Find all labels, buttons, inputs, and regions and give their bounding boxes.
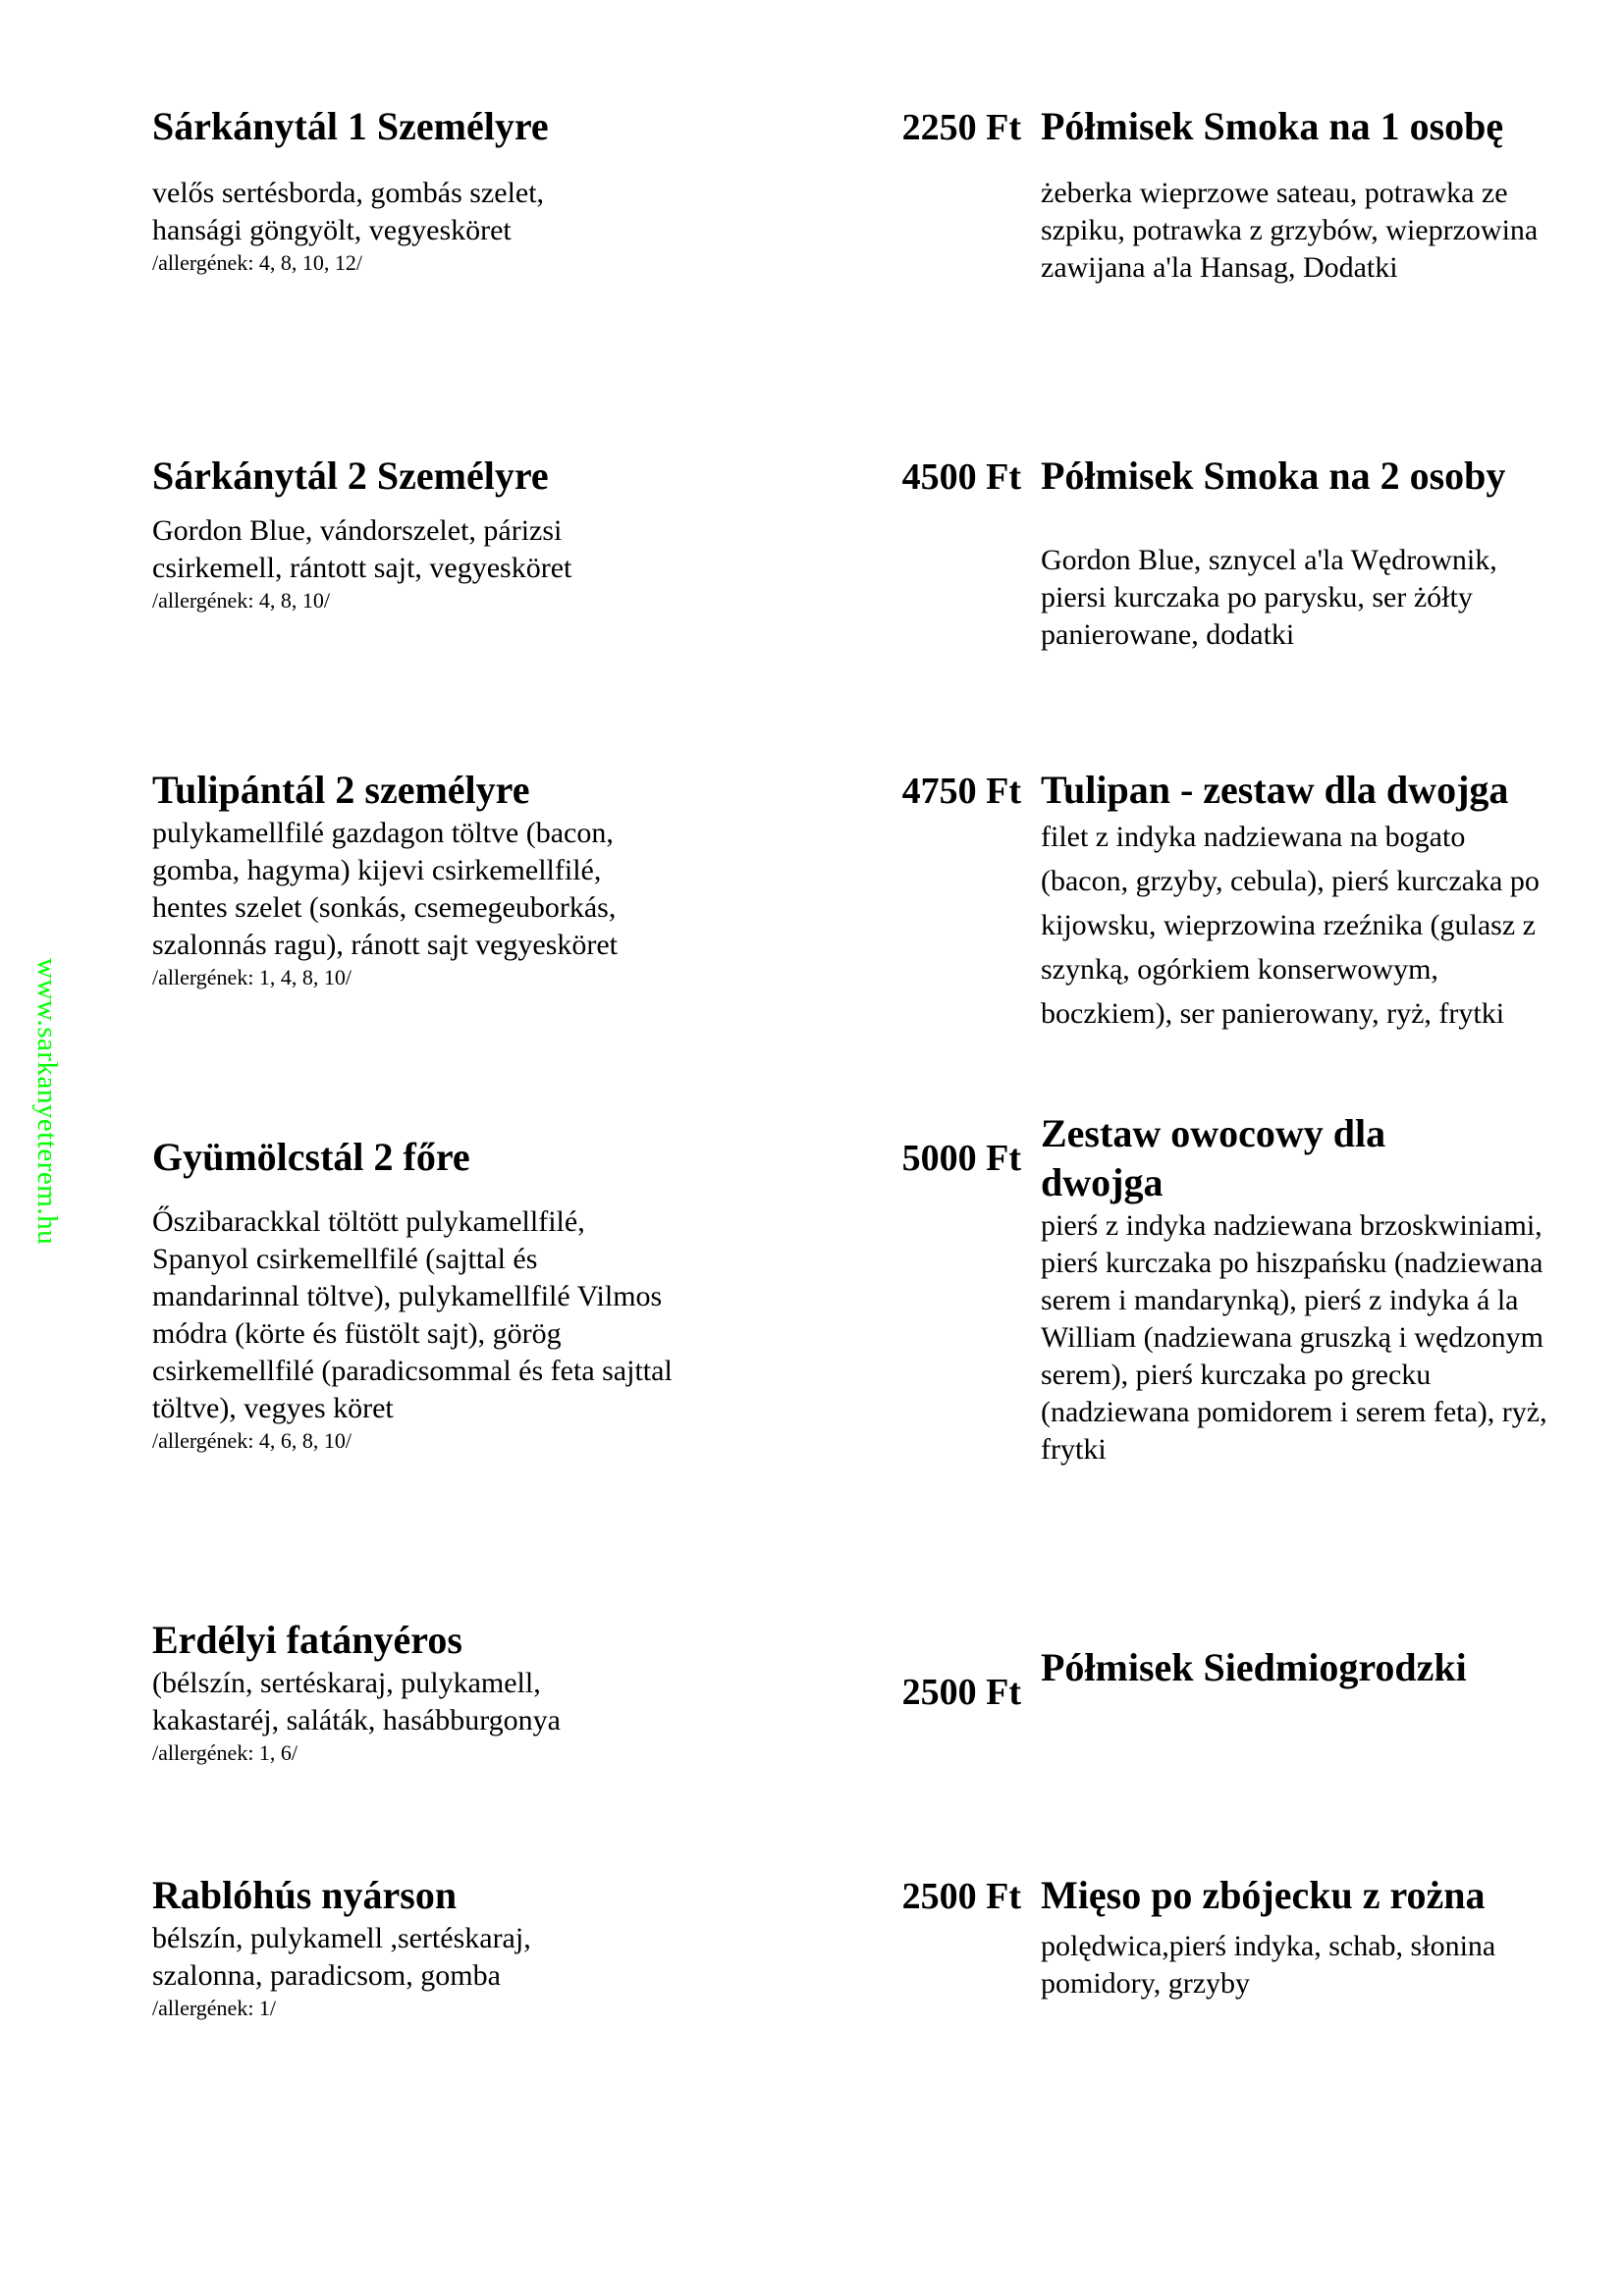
allergen-list: /allergének: 1/ xyxy=(152,1996,277,2020)
dish-price: 4750 Ft xyxy=(901,771,1021,812)
dish-title-hu: Rablóhús nyárson xyxy=(152,1873,458,1917)
dish-title-hu: Sárkánytál 2 Személyre xyxy=(152,454,549,498)
dish-description-pl: filet z indyka nadziewana na bogato (bacon, grzyby, cebula), pierś kurczaka po kijowsku, wieprzowina rzeźnika (gulasz z szynką, ogórkiem konserwowym, boczkiem), ser panierowany, ryż, frytki xyxy=(1041,821,1540,1030)
dish-description-pl: polędwica,pierś indyka, schab, słonina pomidory, grzyby xyxy=(1041,1930,1496,2000)
dish-title-pl: Półmisek Siedmiogrodzki xyxy=(1041,1645,1467,1689)
dish-title-hu: Gyümölcstál 2 főre xyxy=(152,1135,470,1179)
menu-item-hungarian xyxy=(152,102,682,277)
dish-price: 2250 Ft xyxy=(901,107,1021,148)
dish-title-pl: Półmisek Smoka na 1 osobę xyxy=(1041,104,1504,148)
dish-description-pl: żeberka wieprzowe sateau, potrawka ze szpiku, potrawka z grzybów, wieprzowina zawijana a'la Hansag, Dodatki xyxy=(1041,177,1539,284)
allergen-list: /allergének: 4, 8, 10, 12/ xyxy=(152,250,363,275)
dish-description-hu: pulykamellfilé gazdagon töltve (bacon, gomba, hagyma) kijevi csirkemellfilé, hentes szelet (sonkás, csemegeuborkás, szalonnás ragu), ránott sajt vegyesköret xyxy=(152,817,619,961)
menu-item-hungarian xyxy=(152,1133,682,1455)
dish-title-pl: Zestaw owocowy dla dwojga xyxy=(1041,1111,1386,1204)
dish-title-hu: Tulipántál 2 személyre xyxy=(152,768,530,812)
dish-price: 2500 Ft xyxy=(901,1672,1021,1713)
dish-description-hu: Gordon Blue, vándorszelet, párizsi csirkemell, rántott sajt, vegyesköret xyxy=(152,514,572,584)
allergen-list: /allergének: 4, 6, 8, 10/ xyxy=(152,1428,352,1453)
dish-title-hu: Sárkánytál 1 Személyre xyxy=(152,104,549,148)
dish-description-pl: Gordon Blue, sznycel a'la Wędrownik, piersi kurczaka po parysku, ser żółty panierowane, dodatki xyxy=(1041,544,1497,651)
dish-price: 2500 Ft xyxy=(901,1876,1021,1917)
dish-price: 4500 Ft xyxy=(901,456,1021,498)
menu-item-polish xyxy=(1041,766,1591,1036)
dish-title-pl: Mięso po zbójecku z rożna xyxy=(1041,1873,1486,1917)
menu-item-hungarian xyxy=(152,1616,682,1767)
dish-description-pl: pierś z indyka nadziewana brzoskwiniami, pierś kurczaka po hiszpańsku (nadziewana serem i mandarynką), pierś z indyka á la William (nadziewana gruszką i wędzonym serem), pierś kurczaka po grecku (nadziewana pomidorem i serem feta), ryż, frytki xyxy=(1041,1209,1547,1466)
dish-title-pl: Półmisek Smoka na 2 osoby xyxy=(1041,454,1506,498)
allergen-list: /allergének: 1, 4, 8, 10/ xyxy=(152,965,352,989)
menu-item-polish xyxy=(1041,1109,1591,1468)
dish-price: 5000 Ft xyxy=(901,1138,1021,1179)
allergen-list: /allergének: 4, 8, 10/ xyxy=(152,588,331,613)
menu-item-polish xyxy=(1041,452,1591,654)
dish-title-hu: Erdélyi fatányéros xyxy=(152,1618,462,1662)
menu-item-polish xyxy=(1041,1643,1591,1692)
dish-description-hu: Őszibarackkal töltött pulykamellfilé, Spanyol csirkemellfilé (sajttal és mandarinnal töltve), pulykamellfilé Vilmos módra (körte és füstölt sajt), görög csirkemellfilé (paradicsommal és feta sajttal töltve), vegyes köret xyxy=(152,1205,673,1424)
dish-description-hu: velős sertésborda, gombás szelet, hansági göngyölt, vegyesköret xyxy=(152,177,545,246)
menu-item-polish xyxy=(1041,102,1591,287)
dish-description-hu: (bélszín, sertéskaraj, pulykamell, kakastaréj, saláták, hasábburgonya xyxy=(152,1667,561,1736)
dish-description-hu: bélszín, pulykamell ,sertéskaraj, szalonna, paradicsom, gomba xyxy=(152,1922,531,1992)
menu-item-polish xyxy=(1041,1871,1591,2002)
menu-item-hungarian xyxy=(152,452,682,614)
website-watermark: www.sarkanyetterem.hu xyxy=(31,958,63,1246)
menu-item-hungarian xyxy=(152,766,682,991)
allergen-list: /allergének: 1, 6/ xyxy=(152,1740,298,1765)
dish-title-pl: Tulipan - zestaw dla dwojga xyxy=(1041,768,1509,812)
menu-item-hungarian xyxy=(152,1871,682,2022)
